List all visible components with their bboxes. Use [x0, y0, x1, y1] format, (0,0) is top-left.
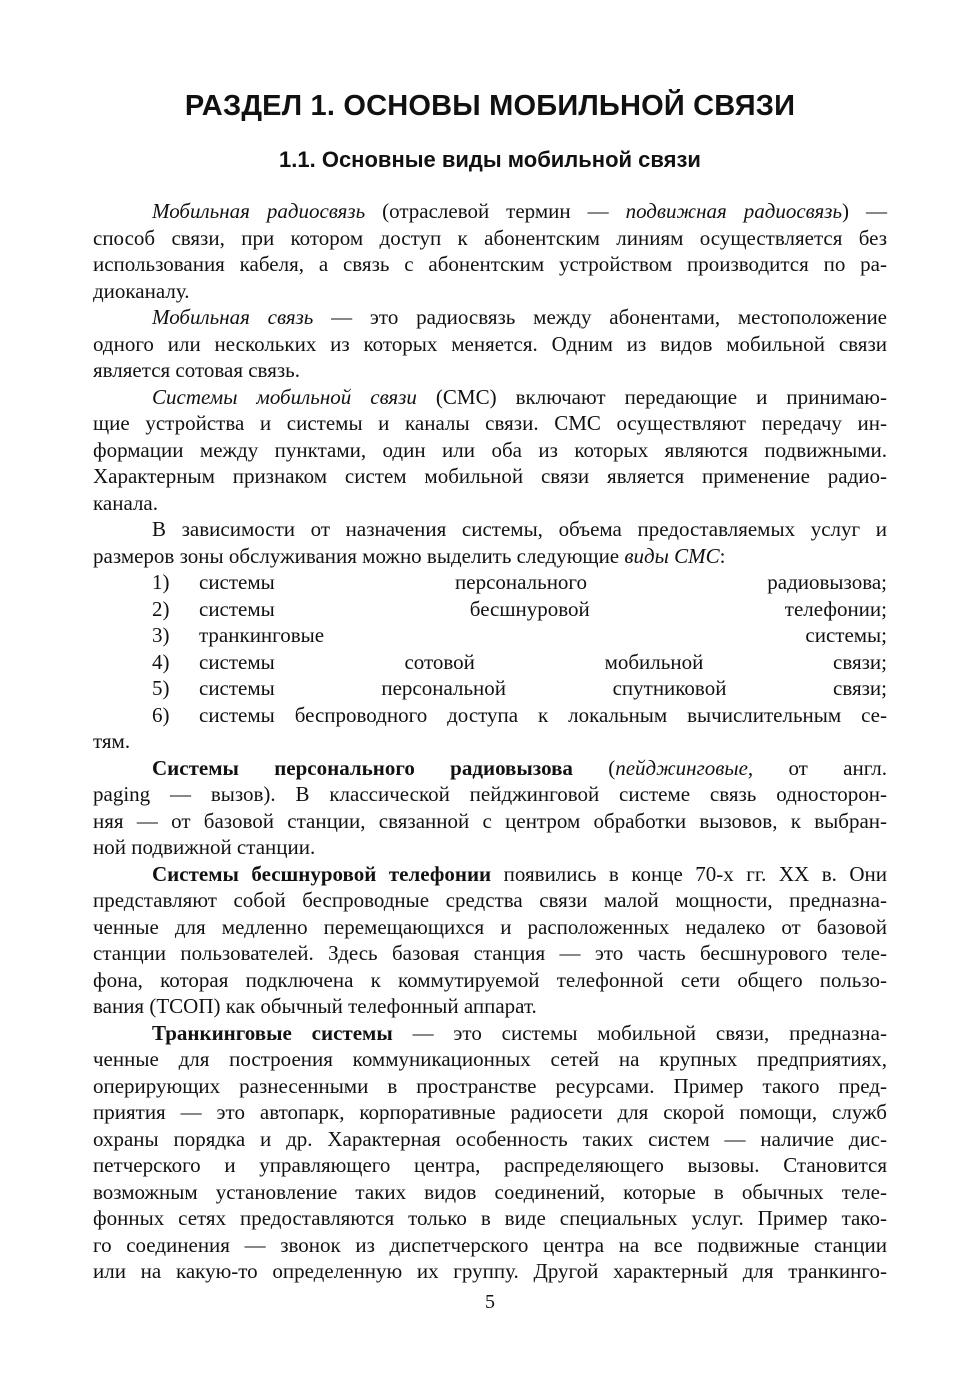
list-text: системы бесшнуровой телефонии; [199, 596, 887, 621]
text-run: охраны порядка и др. Характерная особенность таких систем — наличие дис- [93, 1126, 887, 1151]
italic-term: виды СМС [624, 543, 720, 568]
italic-term: Системы мобильной связи [152, 384, 417, 409]
list-item [93, 569, 887, 596]
text-line [93, 1205, 887, 1232]
text-line [93, 1099, 887, 1126]
text-line [93, 251, 887, 278]
list-text: системы сотовой мобильной связи; [199, 649, 887, 674]
text-run: ной подвижной станции. [93, 835, 316, 859]
text-run: или на какую-то определенную их группу. Другой характерный для транкинго- [93, 1259, 887, 1283]
text-line [93, 1046, 887, 1073]
italic-term: пейджинговые, [615, 755, 754, 780]
text-run: В зависимости от назначения системы, объема предоставляемых услуг и [152, 517, 887, 541]
text-line [93, 437, 887, 464]
text-run: формации между пунктами, один или оба из которых являются подвижными. [93, 437, 887, 462]
paragraph [93, 198, 887, 304]
text-run: ( [572, 755, 616, 780]
list-number: 1) [152, 570, 170, 594]
text-line [93, 1020, 887, 1047]
document-body [93, 198, 887, 1285]
list-item [93, 622, 887, 649]
bold-term: Системы бесшнуровой телефонии [152, 861, 492, 886]
text-run: ченные для построения коммуникационных сетей на крупных предприятиях, [93, 1047, 887, 1071]
list-number: 4) [152, 649, 170, 674]
text-run: го соединения — звонок из диспетчерского центра на все подвижные станции [93, 1232, 887, 1257]
text-line [93, 914, 887, 941]
text-line [93, 278, 887, 305]
list-item [93, 702, 887, 729]
list-text: транкинговые системы; [199, 623, 887, 647]
list-item [93, 675, 887, 702]
text-line [93, 1258, 887, 1285]
text-run: от англ. [753, 755, 887, 780]
text-run: возможным установление таких видов соединений, которые в обычных теле- [93, 1179, 887, 1204]
text-run: появились в конце 70-х гг. XX в. Они [491, 861, 887, 886]
subsection-title: 1.1. Основные виды мобильной связи [279, 147, 701, 172]
text-run: фона, которая подключена к коммутируемой телефонной сети общего пользо- [93, 967, 887, 992]
text-line [93, 331, 887, 358]
text-run: — это системы мобильной связи, предназна- [392, 1020, 887, 1045]
text-line [93, 1232, 887, 1259]
text-line [93, 357, 887, 384]
text-line [93, 808, 887, 835]
text-line [93, 834, 887, 861]
text-line [93, 516, 887, 543]
text-run: способ связи, при котором доступ к абонентским линиям осуществляется без [93, 225, 887, 250]
paragraph [93, 304, 887, 384]
list-item-continuation: тям. [93, 729, 131, 753]
list-item [93, 649, 887, 676]
italic-term: подвижная радиосвязь [625, 199, 843, 223]
text-line [93, 1073, 887, 1100]
paragraph [93, 1020, 887, 1285]
paragraph [93, 755, 887, 861]
text-line [93, 1179, 887, 1206]
list-text: системы персональной спутниковой связи; [199, 676, 887, 700]
italic-term: Мобильная радиосвязь [152, 199, 366, 223]
paragraph [93, 516, 887, 569]
text-line [93, 755, 887, 782]
text-run: : [719, 543, 726, 568]
text-run: диоканалу. [93, 278, 190, 303]
text-line [93, 993, 887, 1020]
text-line [93, 781, 887, 808]
list-number: 5) [152, 676, 170, 700]
bold-term: Системы персонального радиовызова [152, 755, 573, 780]
italic-term: Мобильная связь [152, 305, 314, 329]
text-run: станции пользователей. Здесь базовая станция — это часть бесшнурового теле- [93, 941, 887, 965]
text-line [93, 490, 887, 517]
text-run: paging — вызов). В классической пейджинговой системе связь односторон- [93, 782, 887, 806]
text-run: ченные для медленно перемещающихся и расположенных недалеко от базовой [93, 914, 887, 939]
text-run: Характерным признаком систем мобильной связи является применение радио- [93, 464, 887, 488]
text-run: оперирующих разнесенными в пространстве ресурсами. Пример такого пред- [93, 1073, 887, 1098]
text-line [93, 304, 887, 331]
text-run: вания (ТСОП) как обычный телефонный аппарат. [93, 994, 537, 1018]
text-line [93, 463, 887, 490]
paragraph [93, 384, 887, 517]
text-line [93, 198, 887, 225]
text-line [93, 861, 887, 888]
text-run: одного или нескольких из которых меняется. Одним из видов мобильной связи [93, 331, 887, 356]
text-line [93, 225, 887, 252]
text-run: петчерского и управляющего центра, распределяющего вызовы. Становится [93, 1153, 887, 1177]
text-line [93, 940, 887, 967]
list-text: системы персонального радиовызова; [199, 570, 887, 594]
numbered-list [93, 569, 887, 755]
text-line [93, 1126, 887, 1153]
bold-term: Транкинговые системы [152, 1020, 393, 1045]
text-line [93, 887, 887, 914]
text-run: (отраслевой термин — [365, 199, 626, 223]
text-run: приятия — это автопарк, корпоративные радиосети для скорой помощи, служб [93, 1100, 887, 1124]
text-run: представляют собой беспроводные средства связи малой мощности, предназна- [93, 888, 887, 912]
paragraph [93, 861, 887, 1020]
text-line [93, 543, 887, 570]
text-run: размеров зоны обслуживания можно выделить следующие [93, 543, 625, 568]
list-number: 2) [152, 596, 170, 621]
page-number: 5 [485, 1291, 495, 1313]
list-number: 6) [152, 702, 170, 727]
list-number: 3) [152, 623, 170, 647]
text-run: (СМС) включают передающие и принимаю- [416, 384, 887, 409]
text-run: фонных сетях предоставляются только в виде специальных услуг. Пример тако- [93, 1206, 887, 1230]
list-item [93, 596, 887, 623]
section-title: РАЗДЕЛ 1. ОСНОВЫ МОБИЛЬНОЙ СВЯЗИ [184, 90, 796, 122]
text-line [93, 410, 887, 437]
text-run: является сотовая связь. [93, 358, 300, 382]
text-line [93, 967, 887, 994]
text-run: использования кабеля, а связь с абонентским устройством производится по ра- [93, 252, 887, 276]
text-run: канала. [93, 490, 158, 515]
list-text: системы беспроводного доступа к локальным вычислительным се- [199, 702, 887, 727]
text-run: — это радиосвязь между абонентами, местоположение [313, 305, 888, 329]
text-line [93, 1152, 887, 1179]
text-run: ) — [842, 199, 887, 223]
text-run: няя — от базовой станции, связанной с центром обработки вызовов, к выбран- [93, 808, 887, 833]
text-line [93, 384, 887, 411]
text-run: щие устройства и системы и каналы связи. СМС осуществляют передачу ин- [93, 411, 887, 435]
